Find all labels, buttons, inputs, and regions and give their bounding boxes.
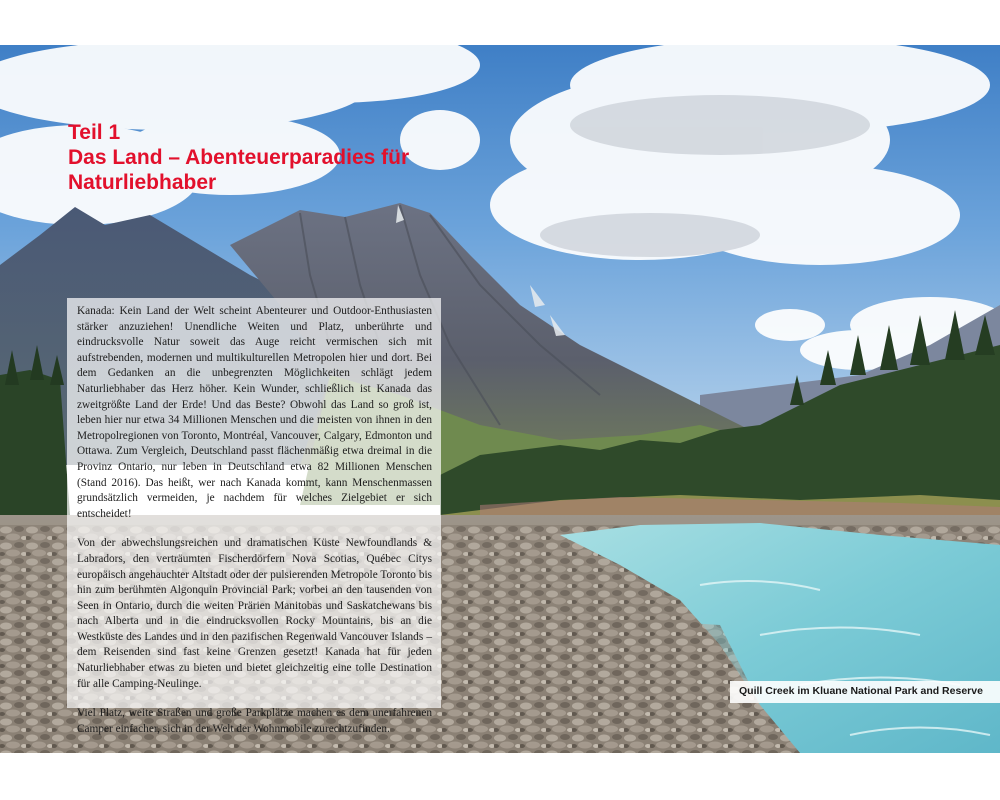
chapter-title: [68, 120, 548, 195]
paragraph-camping: Viel Platz, weite Straßen und große Parkplätze machen es dem unerfahrenen Camper einfacher, sich in der Welt der Wohnmobile zurechtzufinden.: [77, 707, 432, 735]
body-text-panel: [67, 298, 441, 735]
chapter-heading-line-1: Das Land – Abenteuerparadies für: [68, 146, 410, 169]
chapter-heading-line-2: Naturliebhaber: [68, 171, 217, 194]
chapter-number: Teil 1: [68, 121, 121, 144]
paragraph-intro: Kanada: Kein Land der Welt scheint Abenteurer und Outdoor-Enthusiasten stärker anzuziehen! Unendliche Weiten und Platz, unberührte und eindrucksvolle Natur soweit das Auge reicht vermischen sich mit aufstrebenden, modernen und multikulturellen Metropolen hier und dort. Bei dem Gedanken an die unbegrenzten Möglichkeiten schlägt jedem Naturliebhaber das Herz höher. Kein Wunder, schließlich ist Kanada das zweitgrößte Land der Erde! Und das Beste? Obwohl das Land so groß ist, leben hier nur etwa 34 Millionen Menschen und die meisten von ihnen in den Metropolregionen von Toronto, Montréal, Vancouver, Calgary, Edmonton und Ottawa. Zum Vergleich, Deutschland passt flächenmäßig etwa dreimal in die Provinz Ontario, nur leben in Deutschland etwa 82 Millionen Menschen (Stand 2016). Das heißt, wer nach Kanada kommt, kann Menschenmassen grundsätzlich vermeiden, je nachdem für welches Zielgebiet er sich entscheidet!: [77, 305, 432, 520]
photo-caption: Quill Creek im Kluane National Park and Reserve: [730, 681, 1000, 703]
paragraph-regions: Von der abwechslungsreichen und dramatischen Küste Newfoundlands & Labradors, den verträumten Fischerdörfern Nova Scotias, Québec Citys europäisch angehauchter Altstadt oder der pulsierenden Metropole Toronto bis hin zum berühmten Algonquin Provincial Park; vorbei an den tausenden von Seen in Ontario, durch die weiten Prärien Manitobas und Saskatchewans bis nach Alberta und in die eindrucksvollen Rocky Mountains, bis an die Westküste des Landes und in den pazifischen Regenwald Vancouver Islands – dem Reisenden sind fast keine Grenzen gesetzt! Kanada hat für jeden Naturliebhaber etwas zu bieten und bietet gleichzeitig eine tolle Destination für alle Camping-Neulinge.: [77, 537, 432, 690]
